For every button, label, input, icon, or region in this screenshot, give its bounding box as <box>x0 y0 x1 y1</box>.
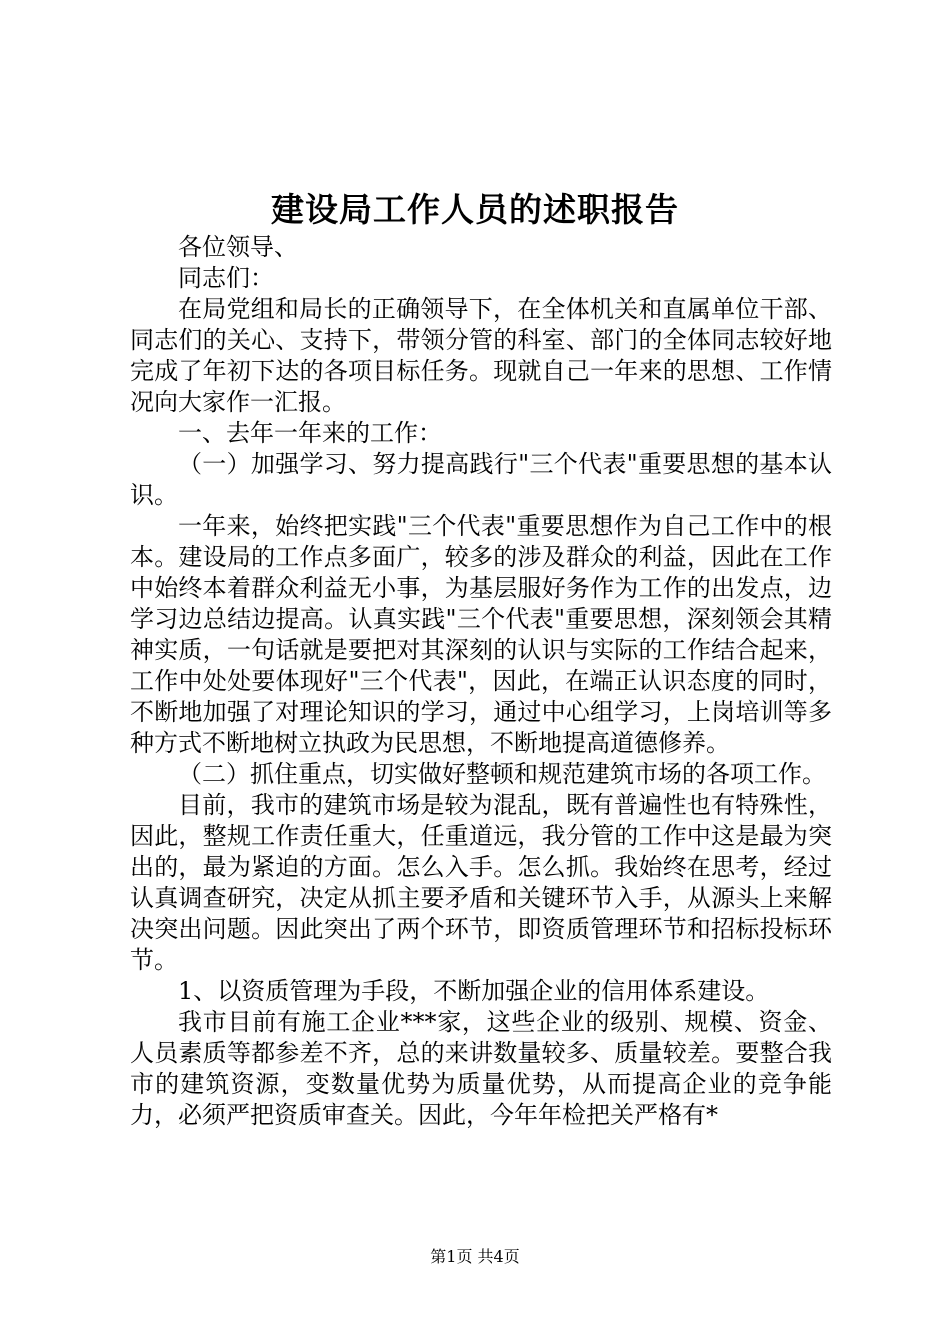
body-paragraph: 在局党组和局长的正确领导下，在全体机关和直属单位干部、同志们的关心、支持下，带领分管的科室、部门的全体同志较好地完成了年初下达的各项目标任务。现就自己一年来的思想、工作情况向大家作一汇报。 <box>130 295 832 416</box>
subsection-heading: （二）抓住重点，切实做好整顿和规范建筑市场的各项工作。 <box>178 760 826 788</box>
salutation-line-2: 同志们： <box>178 264 274 292</box>
salutation-line-1: 各位领导、 <box>178 233 298 261</box>
item-heading: 1、以资质管理为手段，不断加强企业的信用体系建设。 <box>178 977 770 1005</box>
subsection-heading: （一）加强学习、努力提高践行"三个代表"重要思想的基本认识。 <box>130 450 832 509</box>
document-body <box>130 232 832 1131</box>
body-paragraph: 我市目前有施工企业***家，这些企业的级别、规模、资金、人员素质等都参差不齐，总的来讲数量较多、质量较差。要整合我市的建筑资源，变数量优势为质量优势，从而提高企业的竞争能力，必须严把资质审查关。因此，今年年检把关严格有* <box>130 1008 832 1129</box>
body-paragraph: 一年来，始终把实践"三个代表"重要思想作为自己工作中的根本。建设局的工作点多面广，较多的涉及群众的利益，因此在工作中始终本着群众利益无小事，为基层服好务作为工作的出发点，边学习边总结边提高。认真实践"三个代表"重要思想，深刻领会其精神实质，一句话就是要把对其深刻的认识与实际的工作结合起来，工作中处处要体现好"三个代表"，因此，在端正认识态度的同时，不断地加强了对理论知识的学习，通过中心组学习，上岗培训等多种方式不断地树立执政为民思想，不断地提高道德修养。 <box>130 512 832 757</box>
page-number: 第1页 共4页 <box>430 1247 520 1266</box>
section-heading: 一、去年一年来的工作： <box>178 419 442 447</box>
document-title: 建设局工作人员的述职报告 <box>271 190 679 229</box>
body-paragraph: 目前，我市的建筑市场是较为混乱，既有普遍性也有特殊性，因此，整规工作责任重大，任重道远，我分管的工作中这是最为突出的，最为紧迫的方面。怎么入手。怎么抓。我始终在思考，经过认真调查研究，决定从抓主要矛盾和关键环节入手，从源头上来解决突出问题。因此突出了两个环节，即资质管理环节和招标投标环节。 <box>130 791 832 974</box>
